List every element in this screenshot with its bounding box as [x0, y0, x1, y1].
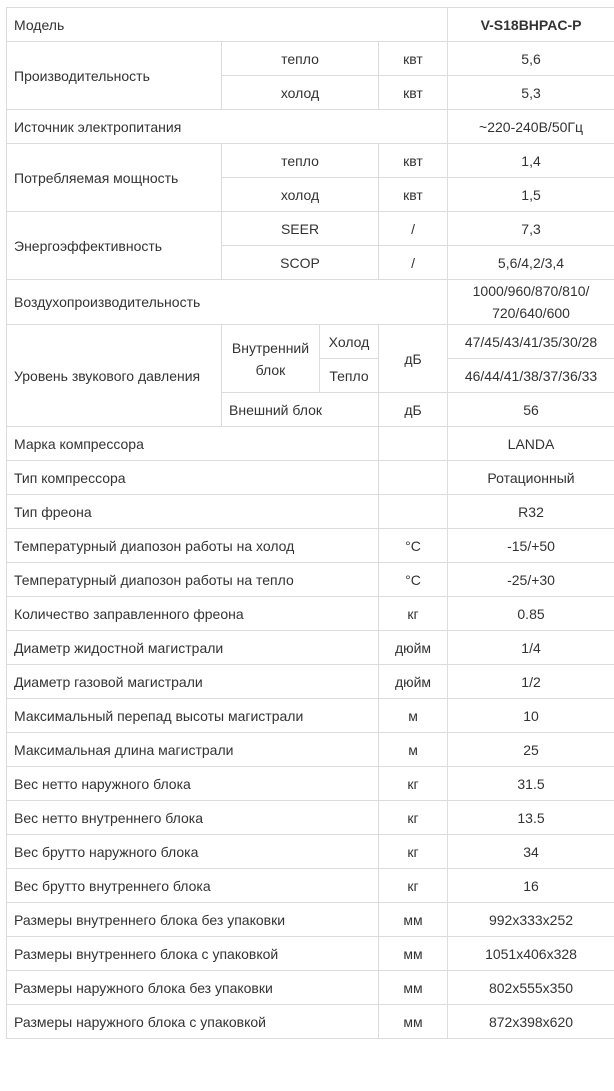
row-power-source	[7, 110, 614, 144]
spec-label: Диаметр жидостной магистрали	[7, 631, 379, 665]
spec-unit: °C	[379, 529, 448, 563]
spec-label: Количество заправленного фреона	[7, 597, 379, 631]
row-airflow	[7, 280, 614, 325]
spec-label: Максимальная длина магистрали	[7, 733, 379, 767]
spec-label: Вес брутто наружного блока	[7, 835, 379, 869]
scop-name: SCOP	[222, 246, 379, 280]
capacity-heat-value: 5,6	[448, 42, 614, 76]
spec-row	[7, 631, 614, 665]
spec-label: Марка компрессора	[7, 427, 379, 461]
spec-unit: кг	[379, 835, 448, 869]
row-model	[7, 8, 614, 42]
spec-row	[7, 461, 614, 495]
capacity-cool-value: 5,3	[448, 76, 614, 110]
noise-heat-label: Тепло	[320, 359, 379, 393]
spec-row	[7, 733, 614, 767]
spec-value: 802x555x350	[448, 971, 614, 1005]
spec-row	[7, 597, 614, 631]
model-label: Модель	[7, 8, 448, 42]
spec-label: Вес брутто внутреннего блока	[7, 869, 379, 903]
power-cool-value: 1,5	[448, 178, 614, 212]
noise-label: Уровень звукового давления	[7, 325, 222, 427]
spec-value: 992x333x252	[448, 903, 614, 937]
capacity-label: Производительность	[7, 42, 222, 110]
spec-row	[7, 495, 614, 529]
efficiency-label: Энергоэффективность	[7, 212, 222, 280]
spec-row	[7, 869, 614, 903]
spec-row	[7, 529, 614, 563]
noise-indoor-label	[222, 325, 320, 393]
spec-unit: дюйм	[379, 631, 448, 665]
airflow-value-line2: 720/640/600	[492, 305, 570, 321]
power-source-value: ~220-240В/50Гц	[448, 110, 614, 144]
row-capacity-heat	[7, 42, 614, 76]
spec-value: 34	[448, 835, 614, 869]
spec-row	[7, 937, 614, 971]
spec-unit: кг	[379, 767, 448, 801]
spec-value: 13.5	[448, 801, 614, 835]
scop-unit: /	[379, 246, 448, 280]
spec-value: -25/+30	[448, 563, 614, 597]
spec-row	[7, 903, 614, 937]
spec-value: 25	[448, 733, 614, 767]
seer-unit: /	[379, 212, 448, 246]
spec-value: 1/2	[448, 665, 614, 699]
spec-unit	[379, 495, 448, 529]
power-source-label: Источник электропитания	[7, 110, 448, 144]
capacity-cool-mode: холод	[222, 76, 379, 110]
spec-value: R32	[448, 495, 614, 529]
spec-label: Температурный диапозон работы на холод	[7, 529, 379, 563]
spec-row	[7, 971, 614, 1005]
spec-row	[7, 427, 614, 461]
noise-indoor-label-line1: Внутренний	[231, 339, 310, 356]
capacity-heat-mode: тепло	[222, 42, 379, 76]
spec-label: Тип фреона	[7, 495, 379, 529]
spec-row	[7, 835, 614, 869]
spec-unit: мм	[379, 1005, 448, 1039]
spec-value: 0.85	[448, 597, 614, 631]
spec-row	[7, 767, 614, 801]
power-cool-mode: холод	[222, 178, 379, 212]
spec-value: 872x398x620	[448, 1005, 614, 1039]
scop-value: 5,6/4,2/3,4	[448, 246, 614, 280]
spec-unit: дюйм	[379, 665, 448, 699]
spec-row	[7, 801, 614, 835]
spec-unit: м	[379, 699, 448, 733]
row-noise-cool	[7, 325, 614, 359]
spec-value: 1/4	[448, 631, 614, 665]
spec-unit	[379, 427, 448, 461]
airflow-label: Воздухопроизводительность	[7, 280, 448, 325]
spec-label: Диаметр газовой магистрали	[7, 665, 379, 699]
model-value: V-S18BHPAC-P	[448, 8, 614, 42]
spec-unit: мм	[379, 903, 448, 937]
spec-value: 31.5	[448, 767, 614, 801]
power-heat-mode: тепло	[222, 144, 379, 178]
seer-value: 7,3	[448, 212, 614, 246]
spec-label: Вес нетто наружного блока	[7, 767, 379, 801]
capacity-heat-unit: квт	[379, 42, 448, 76]
row-efficiency-seer	[7, 212, 614, 246]
power-heat-unit: квт	[379, 144, 448, 178]
spec-label: Тип компрессора	[7, 461, 379, 495]
spec-unit: кг	[379, 597, 448, 631]
spec-value: LANDA	[448, 427, 614, 461]
spec-unit: °C	[379, 563, 448, 597]
noise-outdoor-unit: дБ	[379, 393, 448, 427]
spec-label: Температурный диапозон работы на тепло	[7, 563, 379, 597]
airflow-value	[448, 280, 614, 325]
spec-unit: кг	[379, 801, 448, 835]
spec-label: Максимальный перепад высоты магистрали	[7, 699, 379, 733]
spec-label: Вес нетто внутреннего блока	[7, 801, 379, 835]
spec-label: Размеры внутреннего блока без упаковки	[7, 903, 379, 937]
capacity-cool-unit: квт	[379, 76, 448, 110]
spec-unit: кг	[379, 869, 448, 903]
spec-value: -15/+50	[448, 529, 614, 563]
spec-row	[7, 699, 614, 733]
row-power-heat	[7, 144, 614, 178]
spec-unit: м	[379, 733, 448, 767]
noise-indoor-unit: дБ	[379, 325, 448, 393]
noise-outdoor-value: 56	[448, 393, 614, 427]
spec-unit	[379, 461, 448, 495]
noise-cool-value: 47/45/43/41/35/30/28	[448, 325, 614, 359]
noise-cool-label: Холод	[320, 325, 379, 359]
power-heat-value: 1,4	[448, 144, 614, 178]
spec-row	[7, 1005, 614, 1039]
noise-indoor-label-line2: блок	[255, 361, 286, 378]
spec-unit: мм	[379, 971, 448, 1005]
spec-value: Ротационный	[448, 461, 614, 495]
spec-label: Размеры внутреннего блока с упаковкой	[7, 937, 379, 971]
spec-row	[7, 665, 614, 699]
spec-value: 10	[448, 699, 614, 733]
spec-unit: мм	[379, 937, 448, 971]
noise-heat-value: 46/44/41/38/37/36/33	[448, 359, 614, 393]
spec-value: 16	[448, 869, 614, 903]
airflow-value-line1: 1000/960/870/810/	[472, 283, 590, 299]
spec-value: 1051x406x328	[448, 937, 614, 971]
spec-row	[7, 563, 614, 597]
power-consumption-label: Потребляемая мощность	[7, 144, 222, 212]
spec-label: Размеры наружного блока с упаковкой	[7, 1005, 379, 1039]
spec-label: Размеры наружного блока без упаковки	[7, 971, 379, 1005]
power-cool-unit: квт	[379, 178, 448, 212]
seer-name: SEER	[222, 212, 379, 246]
specs-table	[6, 7, 614, 1039]
noise-outdoor-label: Внешний блок	[222, 393, 379, 427]
